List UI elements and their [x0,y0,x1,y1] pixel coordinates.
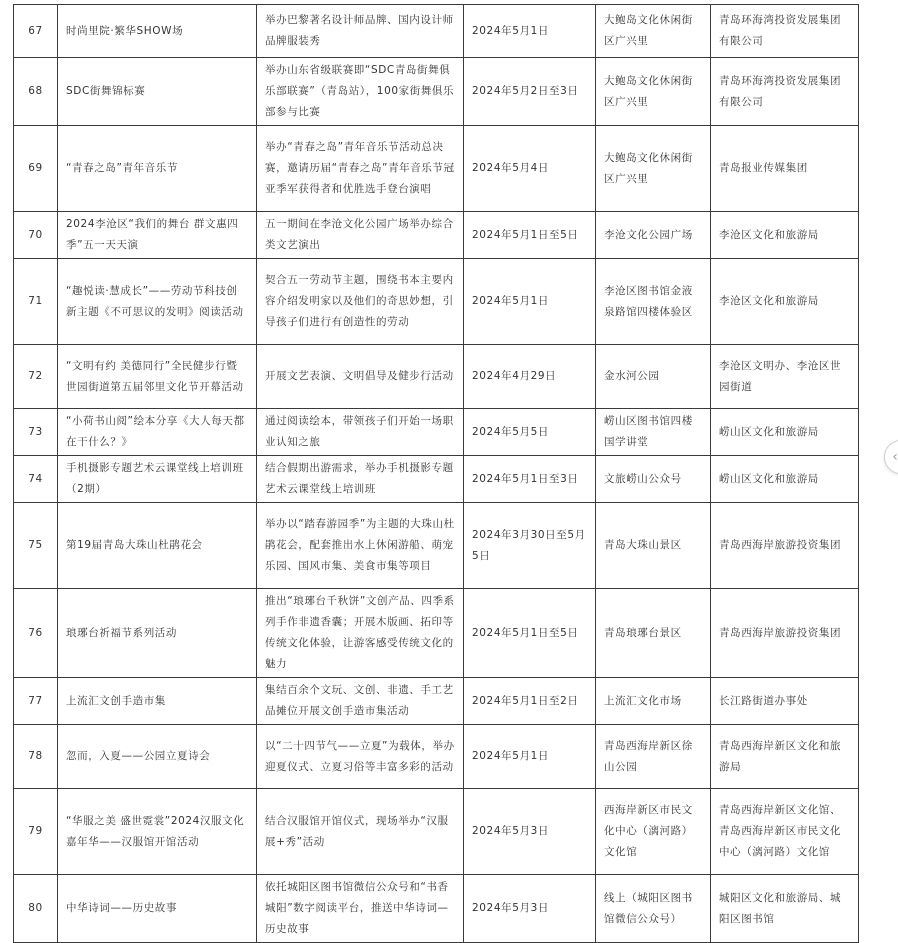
event-time: 2024年5月1日至5日 [464,212,596,259]
event-content: 举办以“踏春游园季”为主题的大珠山杜鹃花会，配套推出水上休闲游船、萌宠乐园、国风市集、美食市集等项目 [257,503,464,589]
event-organizer: 青岛西海岸旅游投资集团 [711,503,859,589]
row-number: 72 [14,345,58,409]
event-time: 2024年5月1日 [464,5,596,58]
event-name: “青春之岛”青年音乐节 [58,126,257,212]
event-name: “趣悦读·慧成长”——劳动节科技创新主题《不可思议的发明》阅读活动 [58,259,257,345]
event-time: 2024年5月3日 [464,875,596,943]
event-content: 推出“琅琊台千秋饼”文创产品、四季系列手作非遗香囊；开展木版画、拓印等传统文化体验，让游客感受传统文化的魅力 [257,589,464,678]
row-number: 73 [14,409,58,456]
table-row [14,126,859,212]
event-organizer: 崂山区文化和旅游局 [711,456,859,503]
event-content: 契合五一劳动节主题，围绕书本主要内容介绍发明家以及他们的奇思妙想，引导孩子们进行有创造性的劳动 [257,259,464,345]
event-content: 开展文艺表演、文明倡导及健步行活动 [257,345,464,409]
events-table [13,4,859,943]
event-content: 举办巴黎著名设计师品牌、国内设计师品牌服装秀 [257,5,464,58]
event-name: 中华诗词——历史故事 [58,875,257,943]
event-time: 2024年5月2日至3日 [464,58,596,126]
table-row [14,725,859,789]
event-time: 2024年5月1日至3日 [464,456,596,503]
event-time: 2024年5月3日 [464,789,596,875]
event-name: 琅琊台祈福节系列活动 [58,589,257,678]
event-name: SDC街舞锦标赛 [58,58,257,126]
row-number: 67 [14,5,58,58]
table-row [14,345,859,409]
event-venue: 文旅崂山公众号 [596,456,711,503]
event-venue: 李沧区图书馆金液泉路馆四楼体验区 [596,259,711,345]
event-organizer: 李沧区文化和旅游局 [711,212,859,259]
event-time: 2024年5月1日至5日 [464,589,596,678]
event-content: 举办“青春之岛”青年音乐节活动总决赛，邀请历届“青春之岛”青年音乐节冠亚季军获得者和优胜选手登台演唱 [257,126,464,212]
event-organizer: 李沧区文化和旅游局 [711,259,859,345]
event-name: 时尚里院·繁华SHOW场 [58,5,257,58]
event-venue: 上流汇文化市场 [596,678,711,725]
event-organizer: 崂山区文化和旅游局 [711,409,859,456]
table-row [14,409,859,456]
chevron-left-icon: ‹ [892,449,898,465]
event-organizer: 青岛西海岸新区文化馆、青岛西海岸新区市民文化中心（漓河路）文化馆 [711,789,859,875]
event-organizer: 青岛报业传媒集团 [711,126,859,212]
table-row [14,503,859,589]
event-time: 2024年5月1日至2日 [464,678,596,725]
event-venue: 李沧文化公园广场 [596,212,711,259]
row-number: 77 [14,678,58,725]
row-number: 78 [14,725,58,789]
event-venue: 青岛大珠山景区 [596,503,711,589]
row-number: 79 [14,789,58,875]
table-row [14,58,859,126]
event-organizer: 长江路街道办事处 [711,678,859,725]
table-row [14,875,859,943]
row-number: 71 [14,259,58,345]
event-content: 依托城阳区图书馆微信公众号和“书香城阳”数字阅读平台，推送中华诗词—历史故事 [257,875,464,943]
event-organizer: 青岛西海岸新区文化和旅游局 [711,725,859,789]
event-organizer: 青岛环海湾投资发展集团有限公司 [711,5,859,58]
event-name: 忽而，入夏——公园立夏诗会 [58,725,257,789]
event-time: 2024年5月4日 [464,126,596,212]
table-row [14,789,859,875]
event-name: 2024李沧区“我们的舞台 群文惠四季”五一天天演 [58,212,257,259]
event-name: “小荷书山阅”绘本分享《大人每天都在干什么？》 [58,409,257,456]
event-name: 手机摄影专题艺术云课堂线上培训班（2期） [58,456,257,503]
event-organizer: 青岛环海湾投资发展集团有限公司 [711,58,859,126]
event-venue: 青岛西海岸新区徐山公园 [596,725,711,789]
row-number: 75 [14,503,58,589]
table-row [14,678,859,725]
table-row [14,212,859,259]
event-name: “文明有约 美德同行”全民健步行暨世园街道第五届邻里文化节开幕活动 [58,345,257,409]
event-organizer: 李沧区文明办、李沧区世园街道 [711,345,859,409]
row-number: 76 [14,589,58,678]
event-content: 举办山东省级联赛即“SDC青岛街舞俱乐部联赛”（青岛站），100家街舞俱乐部参与比赛 [257,58,464,126]
row-number: 68 [14,58,58,126]
event-name: “华服之美 盛世霓裳”2024汉服文化嘉年华——汉服馆开馆活动 [58,789,257,875]
row-number: 69 [14,126,58,212]
event-content: 集结百余个文玩、文创、非遗、手工艺品摊位开展文创手造市集活动 [257,678,464,725]
table-row [14,589,859,678]
event-venue: 大鲍岛文化休闲街区广兴里 [596,126,711,212]
table-row [14,456,859,503]
event-venue: 青岛琅琊台景区 [596,589,711,678]
event-time: 2024年5月5日 [464,409,596,456]
event-name: 上流汇文创手造市集 [58,678,257,725]
event-time: 2024年5月1日 [464,259,596,345]
row-number: 74 [14,456,58,503]
event-venue: 金水河公园 [596,345,711,409]
event-venue: 西海岸新区市民文化中心（漓河路）文化馆 [596,789,711,875]
row-number: 80 [14,875,58,943]
event-name: 第19届青岛大珠山杜鹃花会 [58,503,257,589]
event-time: 2024年5月1日 [464,725,596,789]
event-time: 2024年3月30日至5月5日 [464,503,596,589]
event-content: 结合假期出游需求，举办手机摄影专题艺术云课堂线上培训班 [257,456,464,503]
event-venue: 线上（城阳区图书馆微信公众号） [596,875,711,943]
table-row [14,5,859,58]
event-content: 五一期间在李沧文化公园广场举办综合类文艺演出 [257,212,464,259]
event-content: 结合汉服馆开馆仪式，现场举办“汉服展+秀”活动 [257,789,464,875]
event-venue: 大鲍岛文化休闲街区广兴里 [596,5,711,58]
event-organizer: 青岛西海岸旅游投资集团 [711,589,859,678]
event-venue: 大鲍岛文化休闲街区广兴里 [596,58,711,126]
event-content: 以“二十四节气——立夏”为载体，举办迎夏仪式、立夏习俗等丰富多彩的活动 [257,725,464,789]
event-content: 通过阅读绘本，带领孩子们开始一场职业认知之旅 [257,409,464,456]
table-row [14,259,859,345]
event-organizer: 城阳区文化和旅游局、城阳区图书馆 [711,875,859,943]
row-number: 70 [14,212,58,259]
scroll-left-button[interactable] [884,440,898,474]
event-venue: 崂山区图书馆四楼国学讲堂 [596,409,711,456]
event-time: 2024年4月29日 [464,345,596,409]
